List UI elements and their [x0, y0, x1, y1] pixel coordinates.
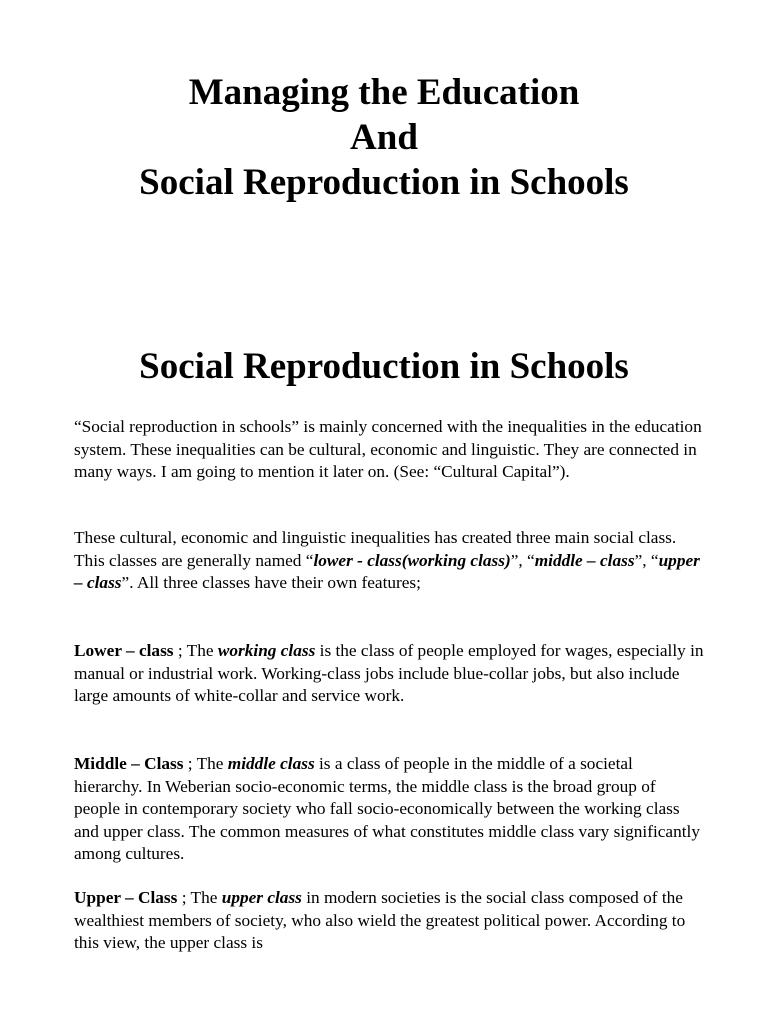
middle-class-paragraph	[74, 753, 704, 866]
upper-class-text: in modern societies is the social class composed of the wealthiest members of society, who also wield the greatest political power. According to this view, the upper class is	[74, 888, 686, 953]
intro-paragraph: “Social reproduction in schools” is mainly concerned with the inequalities in the education system. These inequalities can be cultural, economic and linguistic. They are connected in many ways. I am going to mention it later on. (See: “Cultural Capital”).	[74, 417, 702, 482]
document-title	[0, 70, 768, 205]
lower-class-term: lower - class(working class)	[313, 550, 511, 570]
middle-class-text: is a class of people in the middle of a societal hierarchy. In Weberian socio-economic terms, the middle class is the broad group of people in contemporary society who fall socio-economically between the working class and upper class. The common measures of what constitutes middle class vary significantly among cultures.	[74, 754, 700, 864]
title-line-1: Managing the Education	[188, 72, 580, 113]
classes-paragraph	[74, 527, 704, 595]
title-line-2: And	[350, 117, 418, 158]
middle-class-label: Middle – Class	[74, 754, 184, 773]
lower-class-lead: ; The	[173, 641, 218, 660]
working-class-term: working class	[217, 641, 316, 660]
classes-text-before: These cultural, economic and linguistic inequalities has created three main social class. This classes are generally named “	[74, 528, 677, 570]
upper-class-term: upper – class	[74, 550, 700, 593]
upper-class-lead: ; The	[177, 888, 222, 907]
section-heading: Social Reproduction in Schools	[139, 346, 629, 387]
middle-class-term: middle – class	[534, 550, 635, 570]
upper-class-label: Upper – Class	[74, 888, 178, 907]
classes-text-after: ”. All three classes have their own features;	[121, 573, 421, 593]
classes-separator-2: ”, “	[634, 550, 659, 570]
upper-class-paragraph	[74, 887, 704, 955]
title-line-3: Social Reproduction in Schools	[139, 162, 629, 203]
lower-class-text: is the class of people employed for wages, especially in manual or industrial work. Working-class jobs include blue-collar jobs, but also include large amounts of white-collar and service work.	[74, 641, 704, 706]
lower-class-label: Lower – class	[74, 641, 174, 660]
middle-class-definition-term: middle class	[227, 754, 315, 773]
classes-separator-1: ”, “	[510, 550, 535, 570]
middle-class-lead: ; The	[183, 754, 228, 773]
upper-class-definition-term: upper class	[221, 888, 302, 907]
lower-class-paragraph	[74, 640, 704, 708]
